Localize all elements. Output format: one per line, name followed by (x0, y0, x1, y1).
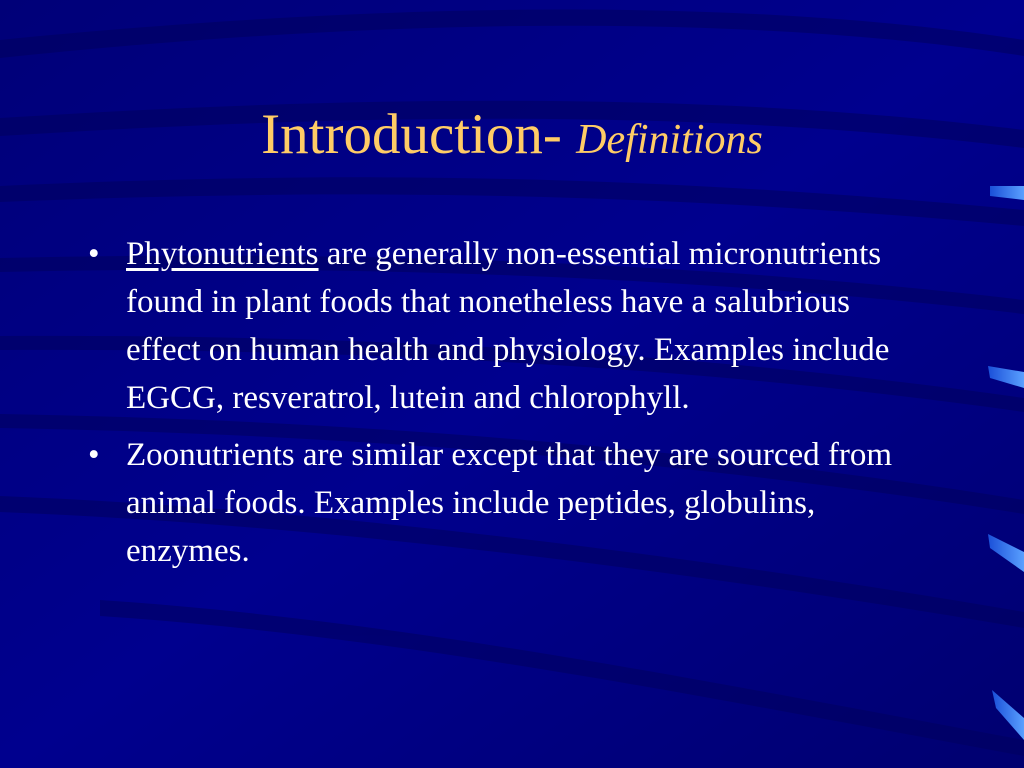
bullet-dot: • (88, 437, 100, 473)
bullet-term: Phytonutrients (126, 236, 319, 272)
bullet-dot: • (88, 236, 100, 272)
bullet-text: are generally non-essential micronutrients found in plant foods that nonetheless have a salubrious effect on human health and physiology. Examples include EGCG, resveratrol, lutein and chlorophyll. (126, 236, 890, 416)
slide-title-main: Introduction- (261, 103, 562, 166)
slide-title-subtitle: Definitions (576, 117, 763, 163)
bullet-text: Zoonutrients are similar except that they are sourced from animal foods. Examples include peptides, globulins, enzymes. (126, 437, 893, 569)
bullet-list (88, 230, 918, 584)
slide-title (0, 102, 1024, 173)
bullet-item-zoonutrients (88, 431, 918, 575)
bullet-item-phytonutrients (88, 230, 918, 422)
